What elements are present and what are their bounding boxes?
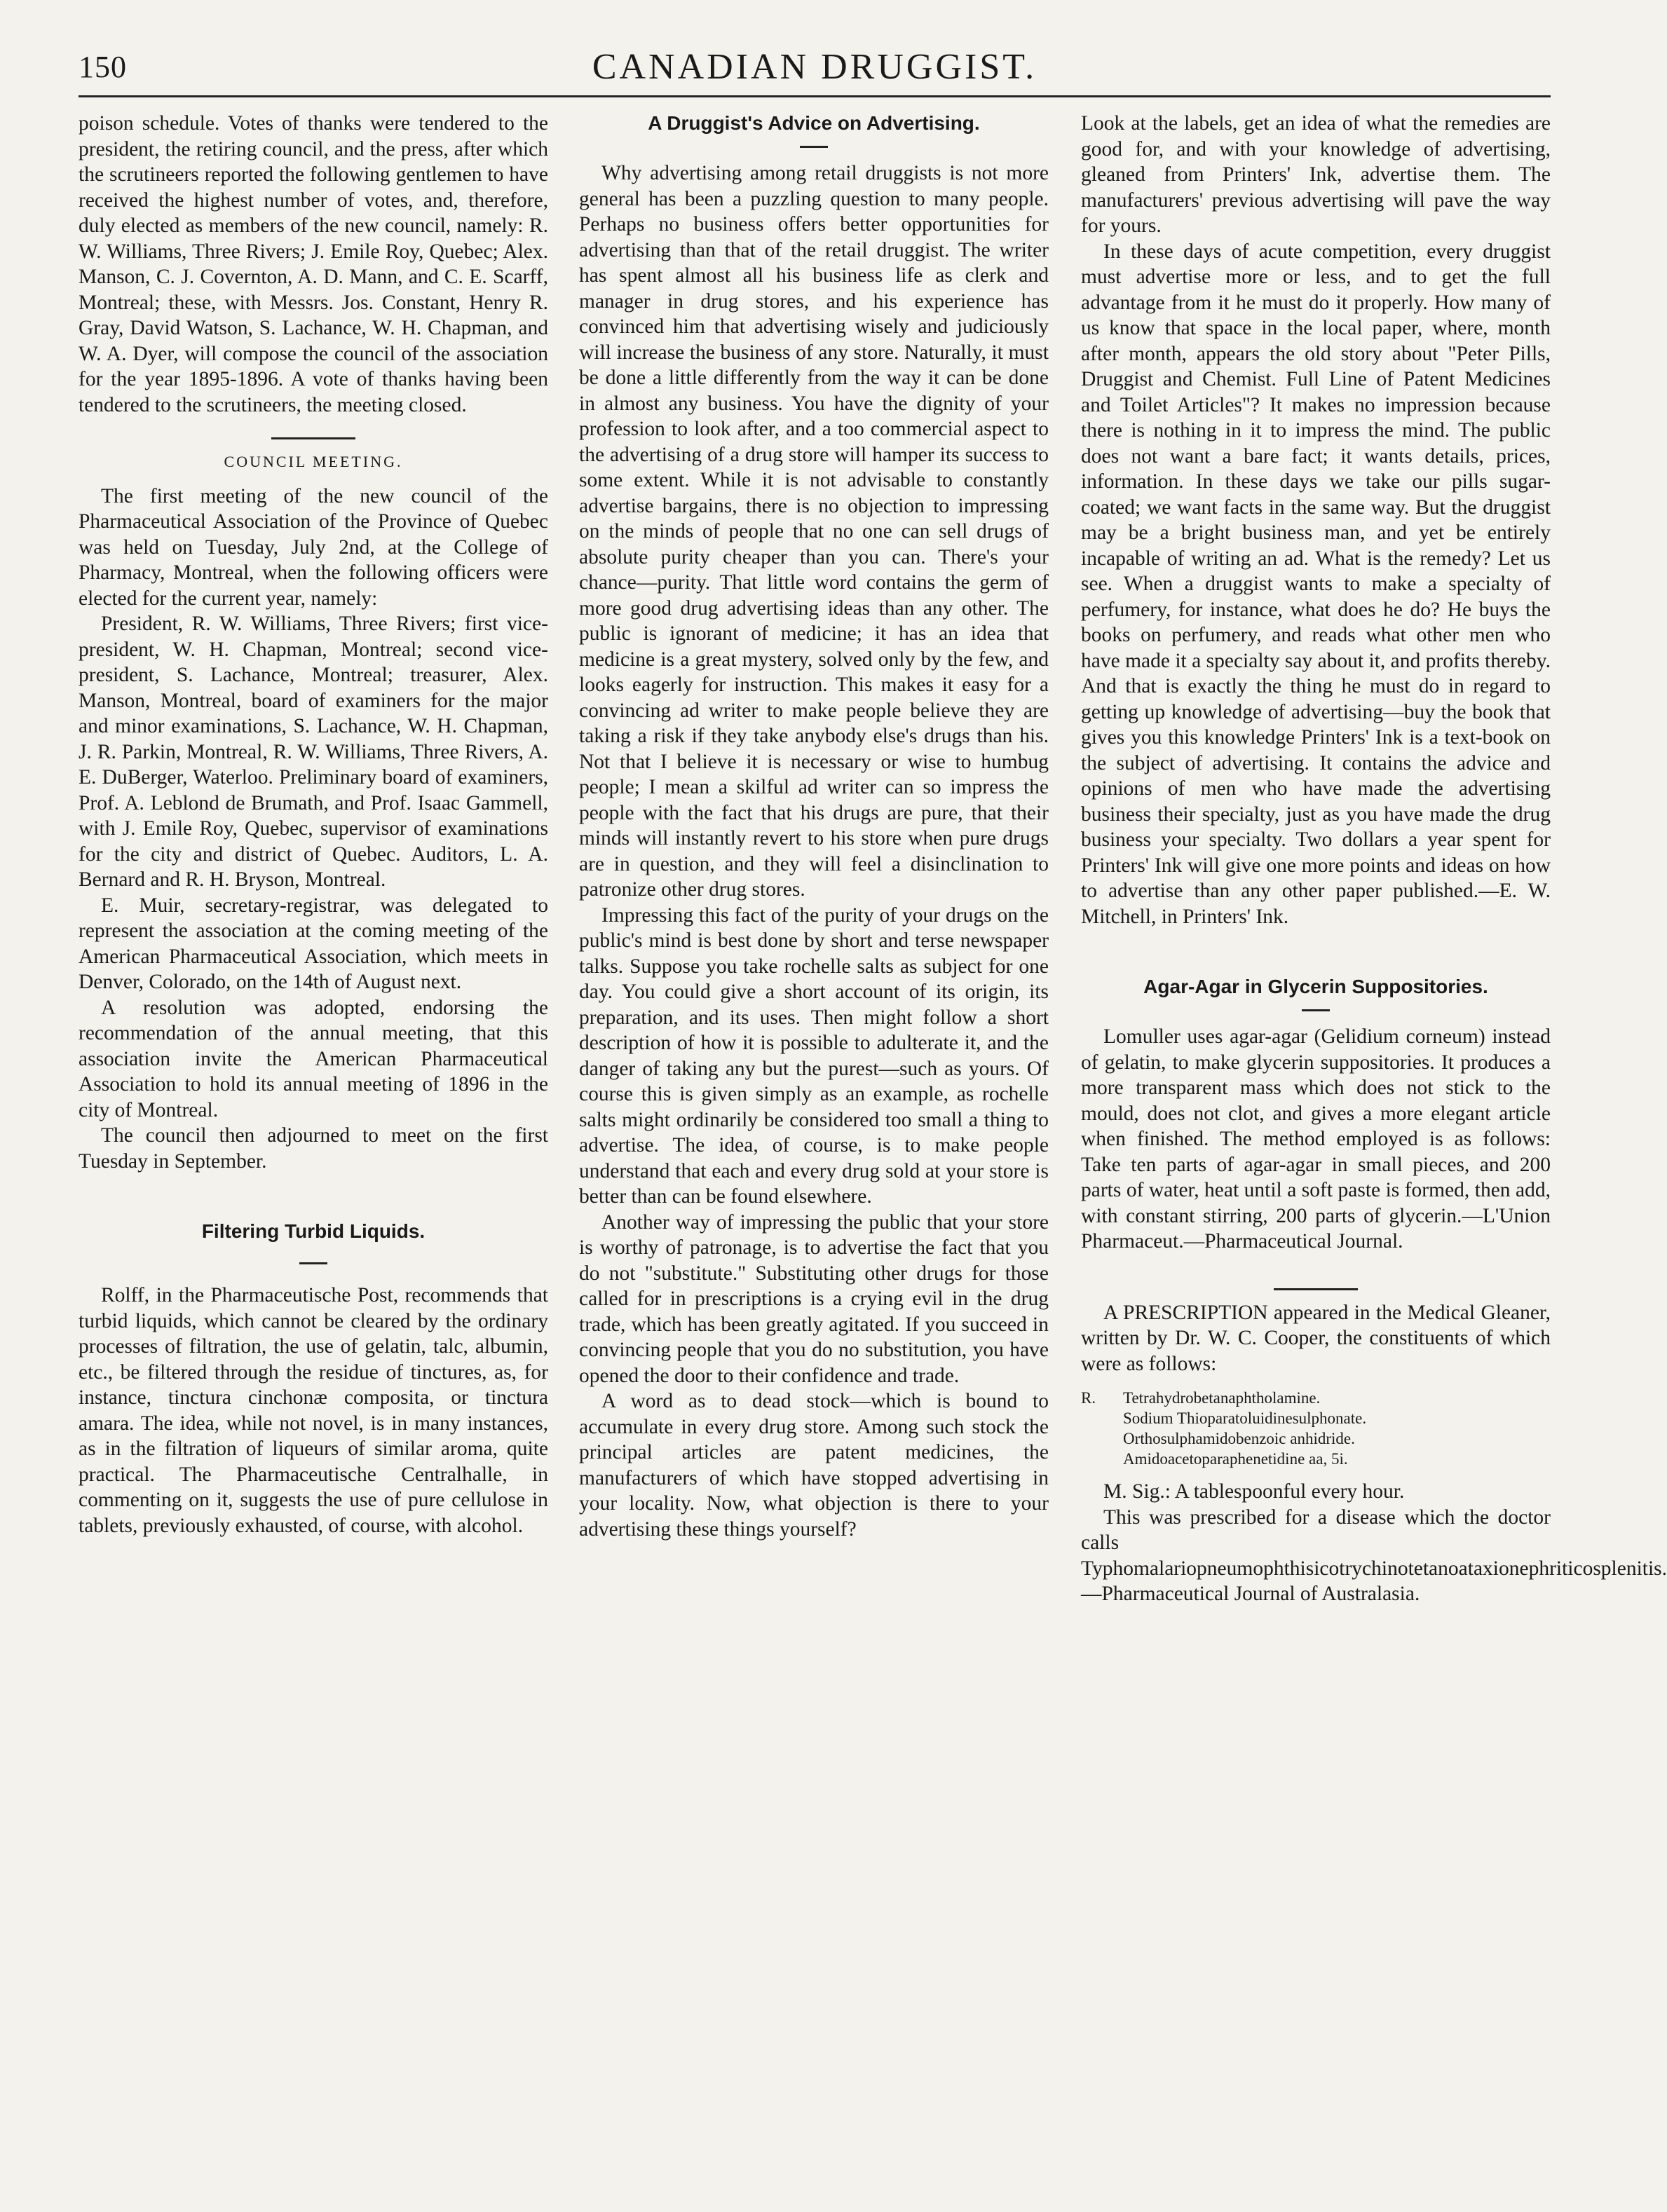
prescription-line: Sodium Thioparatoluidinesulphonate.: [1123, 1409, 1367, 1427]
council-meeting-heading: COUNCIL MEETING.: [224, 453, 403, 470]
heading-dash: [1302, 1009, 1330, 1011]
advertising-paragraph-4: A word as to dead stock—which is bound to accumulate in every drug store. Among such stock the principal articles are patent medicines, the manufacturers of which have stopped advertising in your locality. Now, what objection is there to your advertising these things yourself?: [579, 1390, 1049, 1541]
column-right: [1081, 111, 1667, 2164]
heading-dash: [800, 146, 828, 148]
advertising-paragraph-2: Impressing this fact of the purity of your drugs on the public's mind is best done by short and terse newspaper talks. Suppose you take rochelle salts as subject for one day. You could give a short account of its origin, its preparation, and its uses. Then might follow a short description of how it is possible to adulterate it, and the danger of taking any but the purest—such as yours. Of course this is given simply as an example, as rochelle salts might ordinarily be considered too small a thing to advertise. The idea, of course, is to make people understand that each and every drug sold at your store is better than can be found elsewhere.: [579, 903, 1049, 1208]
rx-symbol: R.: [1081, 1389, 1096, 1407]
advertising-competition-paragraph: In these days of acute competition, every druggist must advertise more or less, and to get the full advantage from it he must do it properly. How many of us know that space in the local paper, where, month after month, appears the old story about "Peter Pills, Druggist and Chemist. Full Line of Patent Medicines and Toilet Articles"? It makes no impression because there is nothing in it to impress the mind. The public does not want a bare fact; it wants details, prices, information. In these days we take our pills sugar-coated; we want facts in the same way. But the druggist may be a bright business man, and yet be entirely incapable of writing an ad. What is the remedy? Let us see. When a druggist wants to make a specialty of perfumery, for instance, what does he do? He buys the books on perfumery, and reads what other men who have made it a specialty say about it, and profits thereby. And that is exactly the thing he must do in regard to getting up knowledge of advertising—buy the book that gives you this knowledge Printers' Ink is a text-book on the subject of advertising. It contains the advice and opinions of men who have made the advertising business their specialty, just as you have made the drug business your specialty. Two dollars a year spent for Printers' Ink will give one more points and ideas on how to advertise than any other paper published.—E. W. Mitchell, in Printers' Ink.: [1081, 240, 1551, 928]
filtering-heading: Filtering Turbid Liquids.: [201, 1220, 426, 1242]
running-title: CANADIAN DRUGGIST.: [592, 47, 1037, 87]
council-election-paragraph: poison schedule. Votes of thanks were tendered to the president, the retiring council, and the press, after which the scrutineers reported the following gentlemen to have received the highest number of votes, and, therefore, duly elected as members of the new council, namely: R. W. Williams, Three Rivers; J. Emile Roy, Quebec; Alex. Manson, C. J. Covernton, A. D. Mann, and C. E. Scarff, Montreal; these, with Messrs. Jos. Constant, Henry R. Gray, David Watson, S. Lachance, W. H. Chapman, and W. A. Dyer, will compose the council of the association for the year 1895-1896. A vote of thanks having been tendered to the scrutineers, the meeting closed.: [79, 112, 548, 416]
spacer: [1081, 929, 1551, 974]
section-divider: [1274, 1288, 1358, 1290]
officers-paragraph: President, R. W. Williams, Three Rivers; first vice-president, W. H. Chapman, Montreal; second vice-president, S. Lachance, Montreal; treasurer, Alex. Manson, Montreal, board of examiners for the major and minor examinations, S. Lachance, W. H. Chapman, J. R. Parkin, Montreal, R. W. Williams, Three Rivers, A. E. DuBerger, Waterloo. Preliminary board of examiners, Prof. A. Leblond de Brumath, and Prof. Isaac Gammell, with J. Emile Roy, Quebec, supervisor of examinations for the city and district of Quebec. Auditors, L. A. Bernard and R. H. Bryson, Montreal.: [79, 613, 548, 891]
agar-heading: Agar-Agar in Glycerin Suppositories.: [1143, 976, 1488, 997]
resolution-paragraph: A resolution was adopted, endorsing the recommendation of the annual meeting, that this association invite the American Pharmaceutical Association to hold its annual meeting of 1896 in the city of Montreal.: [79, 996, 548, 1121]
advertising-paragraph-3: Another way of impressing the public that your store is worthy of patronage, is to advertise the fact that you do not "substitute." Substituting other drugs for those called for in prescriptions is a crying evil in the drug trade, which has been greatly agitated. If you succeed in convincing people that you do no substitution, you have opened the door to their confidence and trade.: [579, 1210, 1049, 1387]
council-meeting-paragraph: The first meeting of the new council of the Pharmaceutical Association of the Province of Quebec was held on Tuesday, July 2nd, at the College of Pharmacy, Montreal, when the following officers were elected for the current year, namely:: [79, 484, 548, 610]
disease-paragraph: This was prescribed for a disease which the doctor calls Typhomalariopneumophthisicotrychinotetanoataxionephriticosplenitis.—Pharmaceutical Journal of Australasia.: [1081, 1506, 1667, 1605]
dosage-line: M. Sig.: A tablespoonful every hour.: [1103, 1480, 1405, 1503]
prescription-line: Orthosulphamidobenzoic anhidride.: [1123, 1430, 1355, 1447]
adjourn-paragraph: The council then adjourned to meet on the first Tuesday in September.: [79, 1124, 548, 1173]
prescription-line: Amidoacetoparaphenetidine aa, 5i.: [1123, 1450, 1348, 1468]
prescription-line: Tetrahydrobetanaphtholamine.: [1123, 1389, 1321, 1407]
filtering-paragraph: Rolff, in the Pharmaceutische Post, recommends that turbid liquids, which cannot be cleared by the ordinary processes of filtration, the use of gelatin, talc, albumin, etc., be filtered through the residue of tinctures, as, for instance, tinctura cinchonæ composita, or tinctura amara. The idea, while not novel, is in many instances, as in the filtration of liqueurs of similar aroma, quite practical. The Pharmaceutische Centralhalle, in commenting on it, suggests the use of pure cellulose in tablets, previously exhausted, of course, with alcohol.: [79, 1284, 548, 1537]
prescription-block: [1081, 1388, 1551, 1469]
advertising-continued-paragraph: Look at the labels, get an idea of what the remedies are good for, and with your knowledge of advertising, gleaned from Printers' Ink, advertise them. The manufacturers' previous advertising will pave the way for yours.: [1081, 112, 1551, 237]
column-middle: [579, 111, 1049, 2164]
heading-dash: [299, 1262, 327, 1264]
agar-paragraph: Lomuller uses agar-agar (Gelidium corneum) instead of gelatin, to make glycerin suppositories. It produces a more transparent mass which does not stick to the mould, does not clot, and gives a more elegant article when finished. The method employed is as follows: Take ten parts of agar-agar in small pieces, and 200 parts of water, heat until a soft paste is formed, then add, with constant stirring, 200 parts of glycerin.—L'Union Pharmaceut.—Pharmaceutical Journal.: [1081, 1025, 1551, 1252]
prescription-row: [1081, 1388, 1551, 1469]
page-header: [79, 42, 1551, 97]
prescription-lines: [1123, 1388, 1366, 1469]
spacer: [79, 1174, 548, 1219]
page-number: 150: [79, 50, 127, 84]
advertising-paragraph-1: Why advertising among retail druggists is not more general has been a puzzling question to many people. Perhaps no business offers better opportunities for advertising than that of the retail druggist. The writer has spent almost all his business life as clerk and manager in drug stores, and his experience has convinced him that advertising wisely and judiciously will increase the business of any store. Naturally, it must be done a little differently from the way it can be done in almost any business. You have the dignity of your profession to look after, and a too commercial aspect to the advertising of a drug store will hamper its success to some extent. While it is not advisable to constantly advertise bargains, there is no objection to impressing on the minds of people that no one can sell drugs of absolute purity cheaper than you can. There's your chance—purity. That little word contains the germ of more good drug advertising ideas than any other. The public is ignorant of medicine; it has an idea that medicine is a great mystery, solved only by the few, and looks eagerly for instruction. This makes it easy for a convincing ad writer to make people believe they are taking a risk if they take anybody else's drugs than his. Not that I believe it is necessary or wise to humbug people; I mean a skilful ad writer can so impress the people with the fact that his drugs are pure, that their minds will instantly revert to his store when pure drugs are in question, and they will feel a disinclination to patronize other drug stores.: [579, 162, 1049, 901]
column-left: [79, 111, 548, 2164]
section-divider: [271, 437, 355, 439]
delegate-paragraph: E. Muir, secretary-registrar, was delegated to represent the association at the coming meeting of the American Pharmaceutical Association, which meets in Denver, Colorado, on the 14th of August next.: [79, 894, 548, 993]
advertising-heading: A Druggist's Advice on Advertising.: [648, 112, 980, 134]
prescription-intro: A PRESCRIPTION appeared in the Medical Gleaner, written by Dr. W. C. Cooper, the constituents of which were as follows:: [1081, 1301, 1551, 1375]
spacer: [1081, 1255, 1551, 1283]
